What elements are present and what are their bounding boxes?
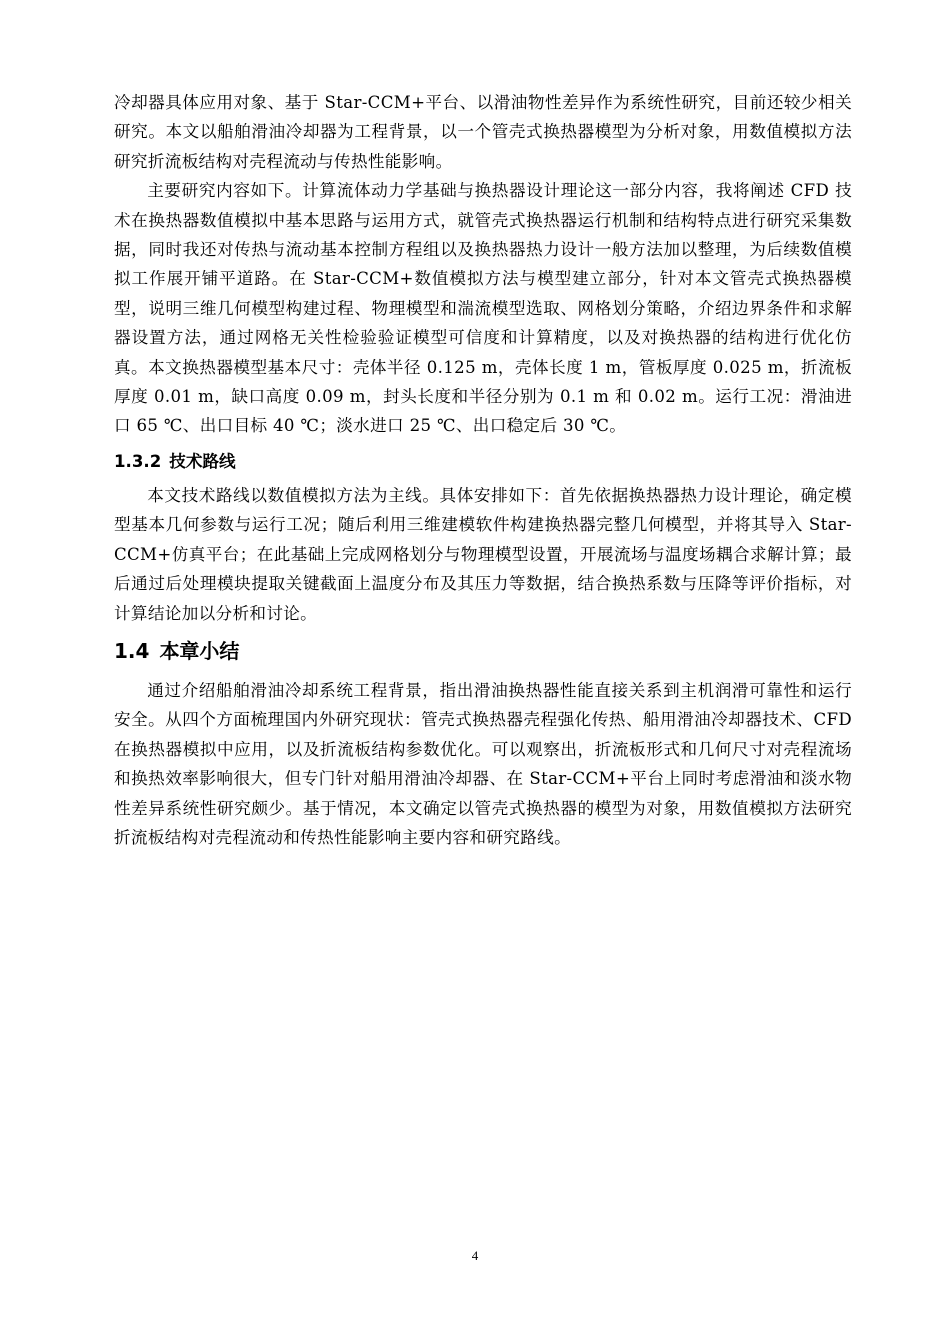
subsection-heading-1-3-2 <box>114 449 852 475</box>
section-heading-1-4 <box>114 636 852 666</box>
page-number: 4 <box>471 1248 479 1263</box>
subsection-number: 1.3.2 <box>114 451 162 471</box>
section-number: 1.4 <box>114 638 150 663</box>
paragraph-chapter-summary: 通过介绍船舶滑油冷却系统工程背景，指出滑油换热器性能直接关系到主机润滑可靠性和运行安全。从四个方面梳理国内外研究现状：管壳式换热器壳程强化传热、船用滑油冷却器技术、CFD 在换热器模拟中应用，以及折流板结构参数优化。可以观察出，折流板形式和几何尺寸对壳程流场和换热效率影响很大，但专门针对船用滑油冷却器、在 Star-CCM+平台上同时考虑滑油和淡水物性差异系统性研究颇少。基于情况，本文确定以管壳式换热器的模型为对象，用数值模拟方法研究折流板结构对壳程流动和传热性能影响主要内容和研究路线。 <box>114 680 852 847</box>
paragraph-technical-route: 本文技术路线以数值模拟方法为主线。具体安排如下：首先依据换热器热力设计理论，确定模型基本几何参数与运行工况；随后利用三维建模软件构建换热器完整几何模型，并将其导入 Star-CCM+仿真平台；在此基础上完成网格划分与物理模型设置，开展流场与温度场耦合求解计算；最后通过后处理模块提取关键截面上温度分布及其压力等数据，结合换热系数与压降等评价指标，对计算结论加以分析和讨论。 <box>114 485 852 623</box>
page-content <box>114 88 852 852</box>
subsection-title: 技术路线 <box>169 451 236 471</box>
section-title: 本章小结 <box>159 638 240 663</box>
paragraph-research-content: 主要研究内容如下。计算流体动力学基础与换热器设计理论这一部分内容，我将阐述 CFD 技术在换热器数值模拟中基本思路与运用方式，就管壳式换热器运行机制和结构特点进行研究采集数据，同时我还对传热与流动基本控制方程组以及换热器热力设计一般方法加以整理，为后续数值模拟工作展开铺平道路。在 Star-CCM+数值模拟方法与模型建立部分，针对本文管壳式换热器模型，说明三维几何模型构建过程、物理模型和湍流模型选取、网格划分策略，介绍边界条件和求解器设置方法，通过网格无关性检验验证模型可信度和计算精度，以及对换热器的结构进行优化仿真。本文换热器模型基本尺寸：壳体半径 0.125 m，壳体长度 1 m，管板厚度 0.025 m，折流板厚度 0.01 m，缺口高度 0.09 m，封头长度和半径分别为 0.1 m 和 0.02 m。运行工况：滑油进口 65 ℃、出口目标 40 ℃；淡水进口 25 ℃、出口稳定后 30 ℃。 <box>114 181 852 436</box>
paragraph-continuation: 冷却器具体应用对象、基于 Star-CCM+平台、以滑油物性差异作为系统性研究，目前还较少相关研究。本文以船舶滑油冷却器为工程背景，以一个管壳式换热器模型为分析对象，用数值模拟方法研究折流板结构对壳程流动与传热性能影响。 <box>114 93 852 171</box>
